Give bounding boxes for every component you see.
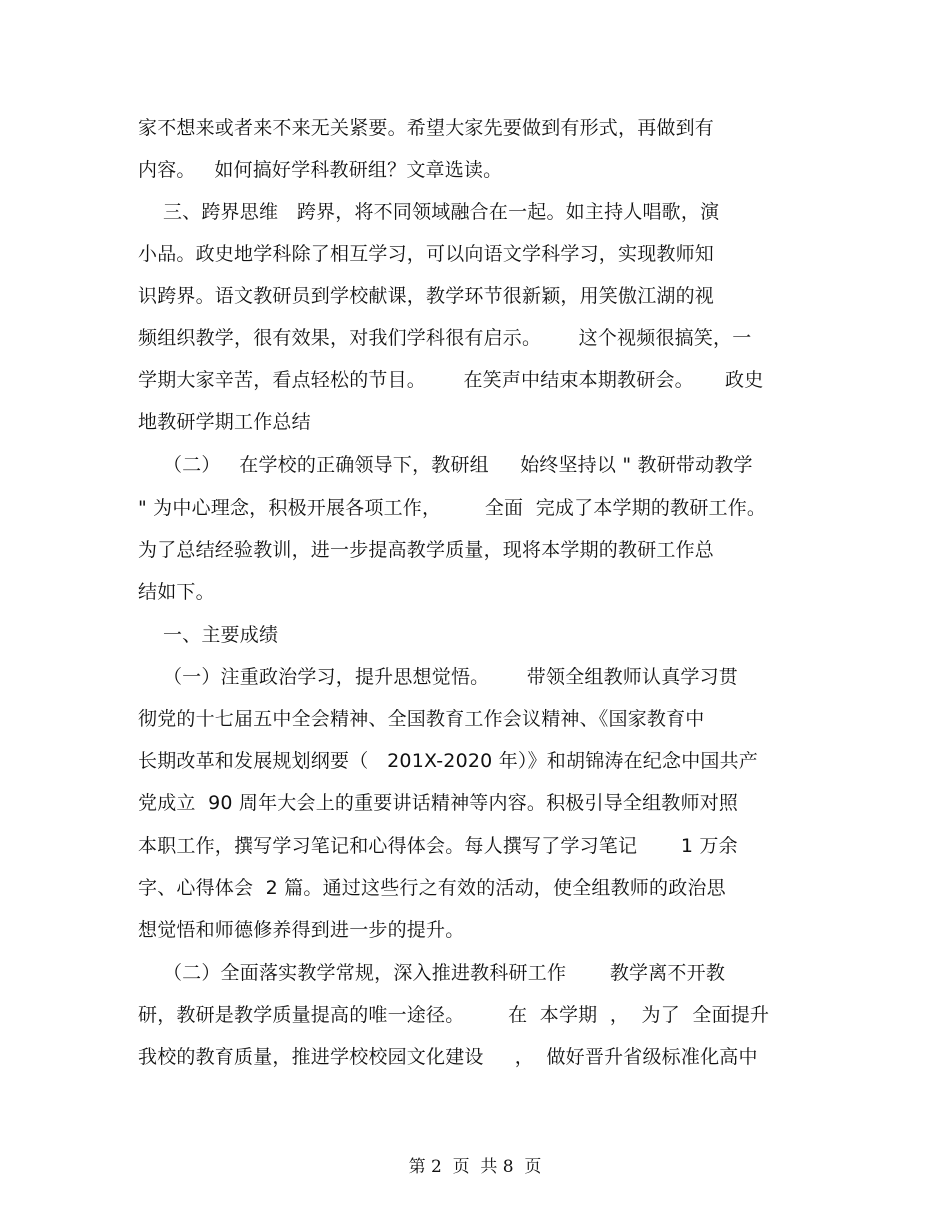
text-line: （一）注重政治学习，提升思想觉悟。 带领全组教师认真学习贯 (138, 666, 738, 688)
text-line: 三、跨界思维 跨界，将不同领域融合在一起。如主持人唱歌，演 (138, 201, 720, 223)
text-line: 识跨界。语文教研员到学校献课，教学环节很新颖，用笑傲江湖的视 (138, 285, 715, 307)
text-line: 研，教研是教学质量提高的唯一途径。 在 本学期 ， 为了 全面提升 (138, 1004, 770, 1026)
page-number-footer: 第 2 页 共 8 页 (408, 1157, 542, 1177)
text-line: 彻党的十七届五中全会精神、全国教育工作会议精神、《国家教育中 (138, 708, 705, 730)
text-line: 长期改革和发展规划纲要（ 201X-2020 年）》和胡锦涛在纪念中国共产 (138, 750, 759, 772)
text-line: 结如下。 (138, 581, 215, 603)
section-heading: 一、主要成绩 (138, 624, 279, 646)
text-line: 地教研学期工作总结 (138, 411, 311, 433)
text-line: 为了总结经验教训，进一步提高教学质量，现将本学期的教研工作总 (138, 539, 715, 561)
text-line: 学期大家辛苦，看点轻松的节目。 在笑声中结束本期教研会。 政史 (138, 369, 764, 391)
text-line: 我校的教育质量，推进学校校园文化建设 ， 做好晋升省级标准化高中 (138, 1046, 758, 1068)
text-line: 党成立 90 周年大会上的重要讲话精神等内容。积极引导全组教师对照 (138, 792, 739, 814)
text-line: （二）全面落实教学常规，深入推进教科研工作 教学离不开教 (138, 962, 726, 984)
text-line: " 为中心理念，积极开展各项工作， 全面 完成了本学期的教研工作。 (138, 497, 767, 519)
text-line: 内容。 如何搞好学科教研组？文章选读。 (138, 159, 503, 181)
text-line: 频组织教学，很有效果，对我们学科很有启示。 这个视频很搞笑，一 (138, 327, 752, 349)
text-line: 家不想来或者来不来无关紧要。希望大家先要做到有形式，再做到有 (138, 117, 715, 139)
text-line: 想觉悟和师德修养得到进一步的提升。 (138, 919, 465, 941)
text-line: （二） 在学校的正确领导下，教研组 始终坚持以 " 教研带动教学 (138, 454, 753, 476)
text-line: 小品。政史地学科除了相互学习，可以向语文学科学习，实现教师知 (138, 243, 715, 265)
text-line: 本职工作，撰写学习笔记和心得体会。每人撰写了学习笔记 1 万余 (138, 835, 738, 857)
text-line: 字、心得体会 2 篇。通过这些行之有效的活动，使全组教师的政治思 (138, 877, 726, 899)
